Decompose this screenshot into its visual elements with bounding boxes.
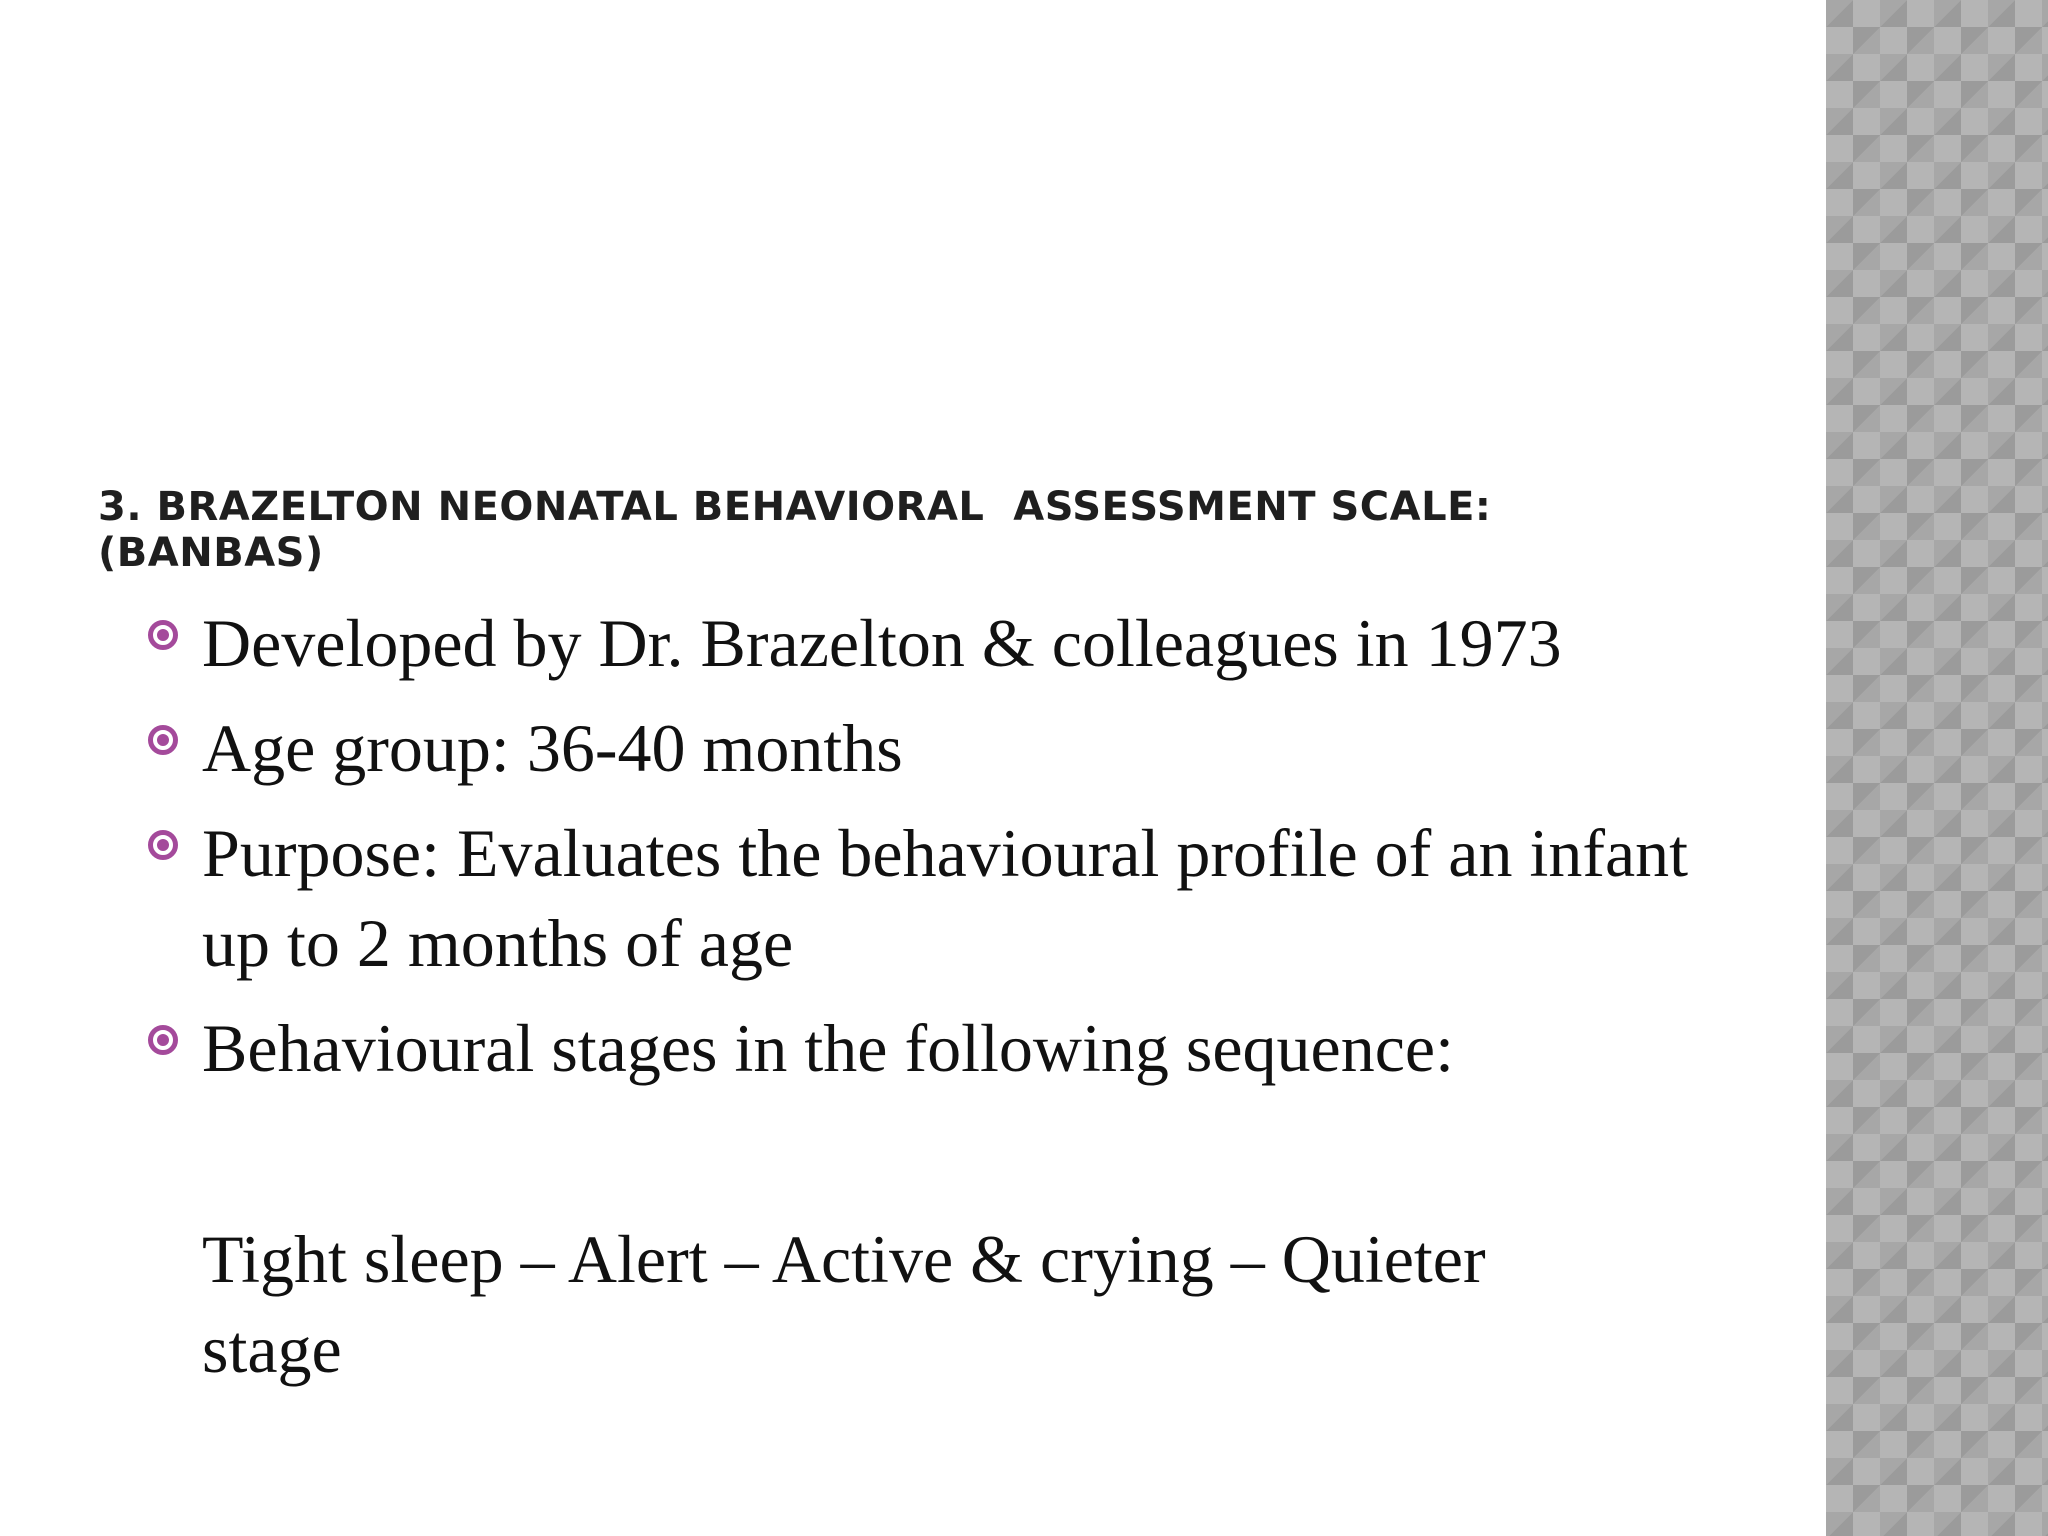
target-circle-icon <box>148 1025 178 1055</box>
target-circle-icon <box>148 830 178 860</box>
bullet-list <box>140 598 1740 1108</box>
bullet-text: Developed by Dr. Brazelton & colleagues in 1973 <box>202 605 1562 681</box>
bullet-text: Purpose: Evaluates the behavioural profile of an infant up to 2 months of age <box>202 815 1689 981</box>
slide-title <box>98 484 1718 576</box>
target-circle-icon <box>148 620 178 650</box>
slide-title-line-2: (BANBAS) <box>98 530 324 576</box>
bullet-item <box>140 703 1740 793</box>
bullet-item <box>140 598 1740 688</box>
bullet-item <box>140 808 1740 988</box>
bullet-text: Behavioural stages in the following sequence: <box>202 1010 1454 1086</box>
stage-sequence-text: Tight sleep – Alert – Active & crying – Quieter stage <box>202 1221 1486 1387</box>
decorative-side-panel <box>1826 0 2048 1536</box>
target-circle-icon <box>148 725 178 755</box>
bullet-item <box>140 1003 1740 1093</box>
bullet-text: Age group: 36-40 months <box>202 710 903 786</box>
slide-title-line-1: 3. BRAZELTON NEONATAL BEHAVIORAL ASSESSMENT SCALE: <box>98 484 1492 530</box>
